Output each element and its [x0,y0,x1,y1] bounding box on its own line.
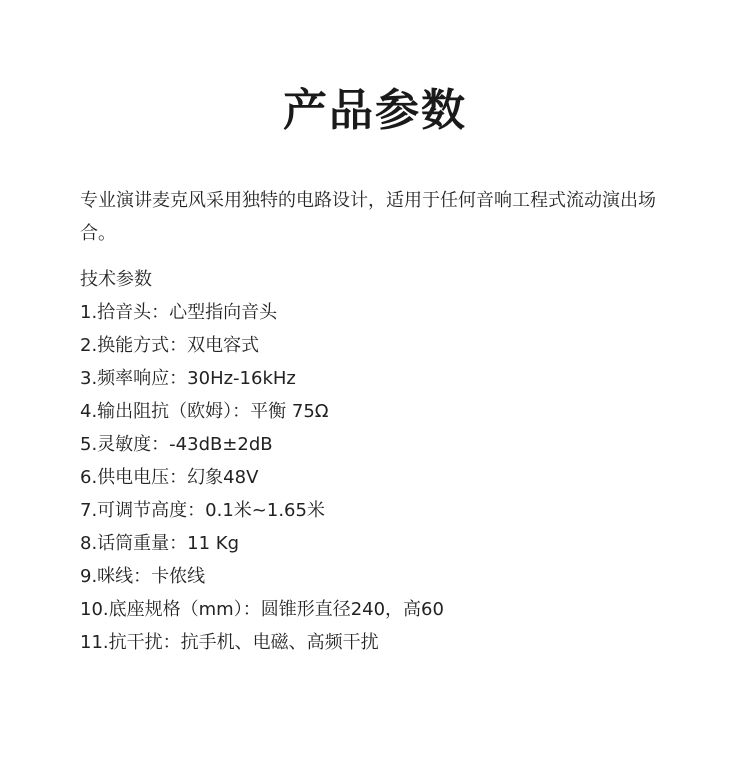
spec-item-power-supply: 6.供电电压：幻象48V [80,467,259,488]
spec-heading: 技术参数 [80,269,152,290]
spec-item-pickup: 1.拾音头：心型指向音头 [80,302,278,323]
spec-item-weight: 8.话筒重量：11 Kg [80,533,240,554]
spec-item-cable: 9.咪线：卡侬线 [80,566,206,587]
spec-item-anti-interference: 11.抗干扰：抗手机、电磁、高频干扰 [80,632,379,653]
spec-item-frequency-response: 3.频率响应：30Hz-16kHz [80,368,296,389]
spec-item-transducer: 2.换能方式：双电容式 [80,335,260,356]
spec-item-impedance: 4.输出阻抗（欧姆）：平衡 75Ω [80,401,329,422]
spec-item-base-size: 10.底座规格（mm）：圆锥形直径240，高60 [80,599,444,620]
intro-paragraph: 专业演讲麦克风采用独特的电路设计，适用于任何音响工程式流动演出场合。 [80,190,656,244]
page-title: 产品参数 [283,85,467,137]
spec-list [80,296,444,659]
spec-item-sensitivity: 5.灵敏度：-43dB±2dB [80,434,273,455]
spec-item-adjustable-height: 7.可调节高度：0.1米~1.65米 [80,500,325,521]
